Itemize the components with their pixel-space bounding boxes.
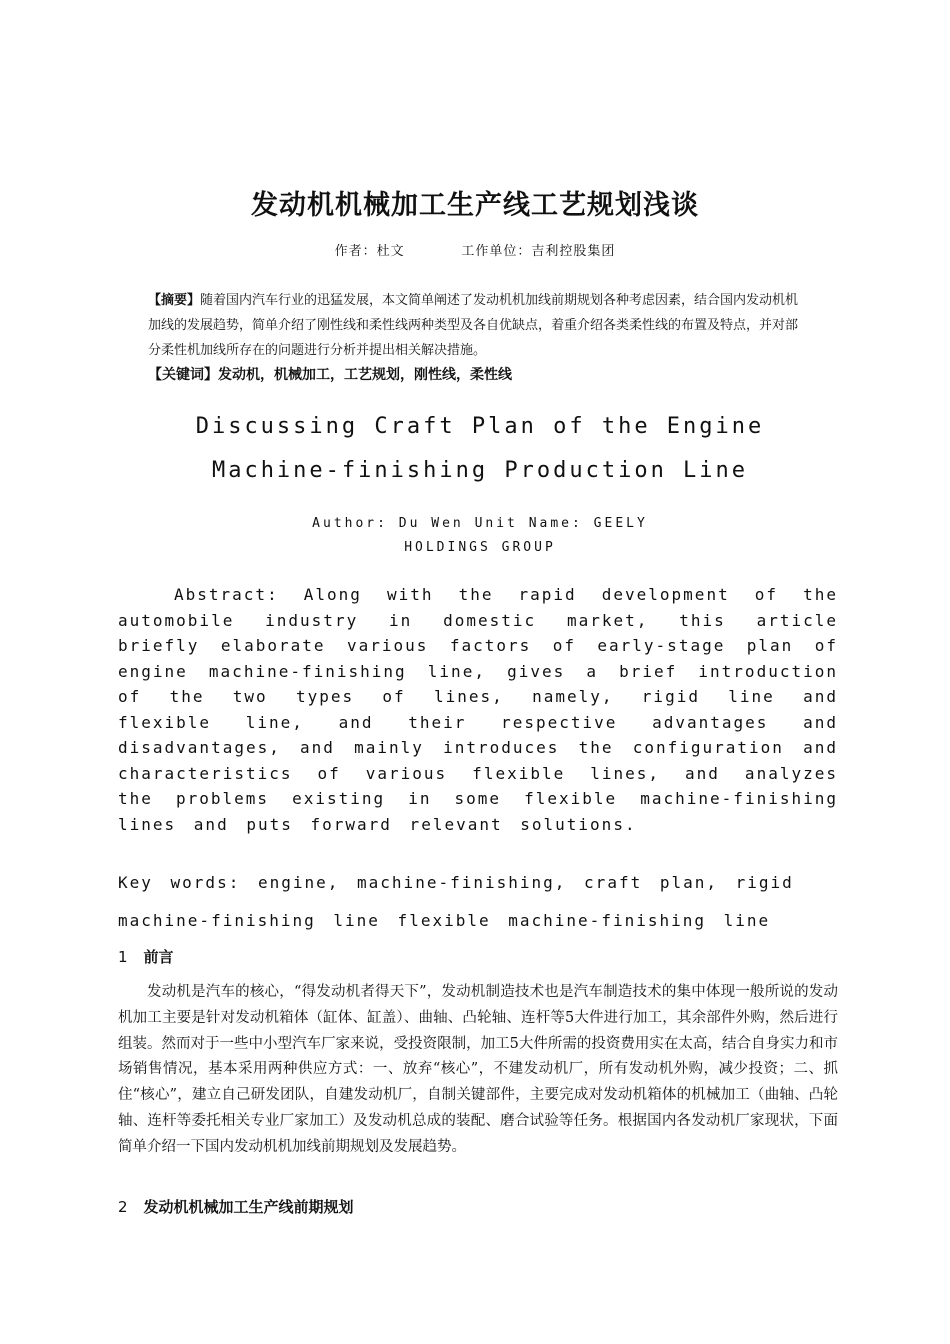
author-line [0,240,950,259]
paper-title: 发动机机械加工生产线工艺规划浅谈 [251,190,699,221]
section-paragraph: 发动机是汽车的核心，“得发动机者得天下”，发动机制造技术也是汽车制造技术的集中体现一般所说的发动机加工主要是针对发动机箱体（缸体、缸盖）、曲轴、凸轮轴、连杆等5大件进行加工，其余部件外购，然后进行组装。然而对于一些中小型汽车厂家来说，受投资限制，加工5大件所需的投资费用实在太高，结合自身实力和市场销售情况，基本采用两种供应方式：一、放弃“核心”，不建发动机厂，所有发动机外购，减少投资；二、抓住“核心”，建立自己研发团队，自建发动机厂，自制关键部件，主要完成对发动机箱体的机械加工（曲轴、凸轮轴、连杆等委托相关专业厂家加工）及发动机总成的装配、磨合试验等任务。根据国内各发动机厂家现状，下面简单介绍一下国内发动机机加线前期规划及发展趋势。 [118,984,838,1155]
abstract-block [148,288,804,363]
english-keywords: Key words: engine, machine-finishing, craft plan, rigid machine-finishing line flexible machine-finishing line [118,873,794,930]
english-abstract: Abstract: Along with the rapid development of the automobile industry in domestic market, this article briefly elaborate various factors of early-stage plan of engine machine-finishing line, gives a brief introduction of the two types of lines, namely, rigid line and flexible line, and their respective advantages and disadvantages, and mainly introduces the configuration and characteristics of various flexible lines, and analyzes the problems existing in some flexible machine-finishing lines and puts forward relevant solutions. [118,585,838,834]
section-number: 1 [118,948,128,966]
keywords-text: 发动机，机械加工，工艺规划，刚性线，柔性线 [218,367,512,383]
section-number: 2 [118,1198,128,1216]
english-author-line-2: HOLDINGS GROUP [404,540,556,555]
english-title-line-1: Discussing Craft Plan of the Engine [195,414,765,439]
abstract-heading: 【摘要】 [148,293,201,308]
english-title-line-2: Machine-finishing Production Line [211,458,749,483]
section-title: 发动机机械加工生产线前期规划 [143,1198,354,1216]
section-heading-1 [118,946,174,967]
section-heading-2 [118,1196,354,1217]
english-author-line-1: Author: Du Wen Unit Name: GEELY [312,516,648,531]
english-author-block [130,512,830,560]
keywords-block [148,364,848,384]
author-unit: 工作单位：吉利控股集团 [461,244,616,259]
abstract-text: 随着国内汽车行业的迅猛发展，本文简单阐述了发动机机加线前期规划各种考虑因素，结合国内发动机机加线的发展趋势，简单介绍了刚性线和柔性线两种类型及各自优缺点，着重介绍各类柔性线的布置及特点，并对部分柔性机加线所存在的问题进行分析并提出相关解决措施。 [148,293,799,358]
keywords-heading: 【关键词】 [148,367,218,383]
author-name: 作者：杜文 [334,244,405,259]
section-title: 前言 [143,948,174,966]
